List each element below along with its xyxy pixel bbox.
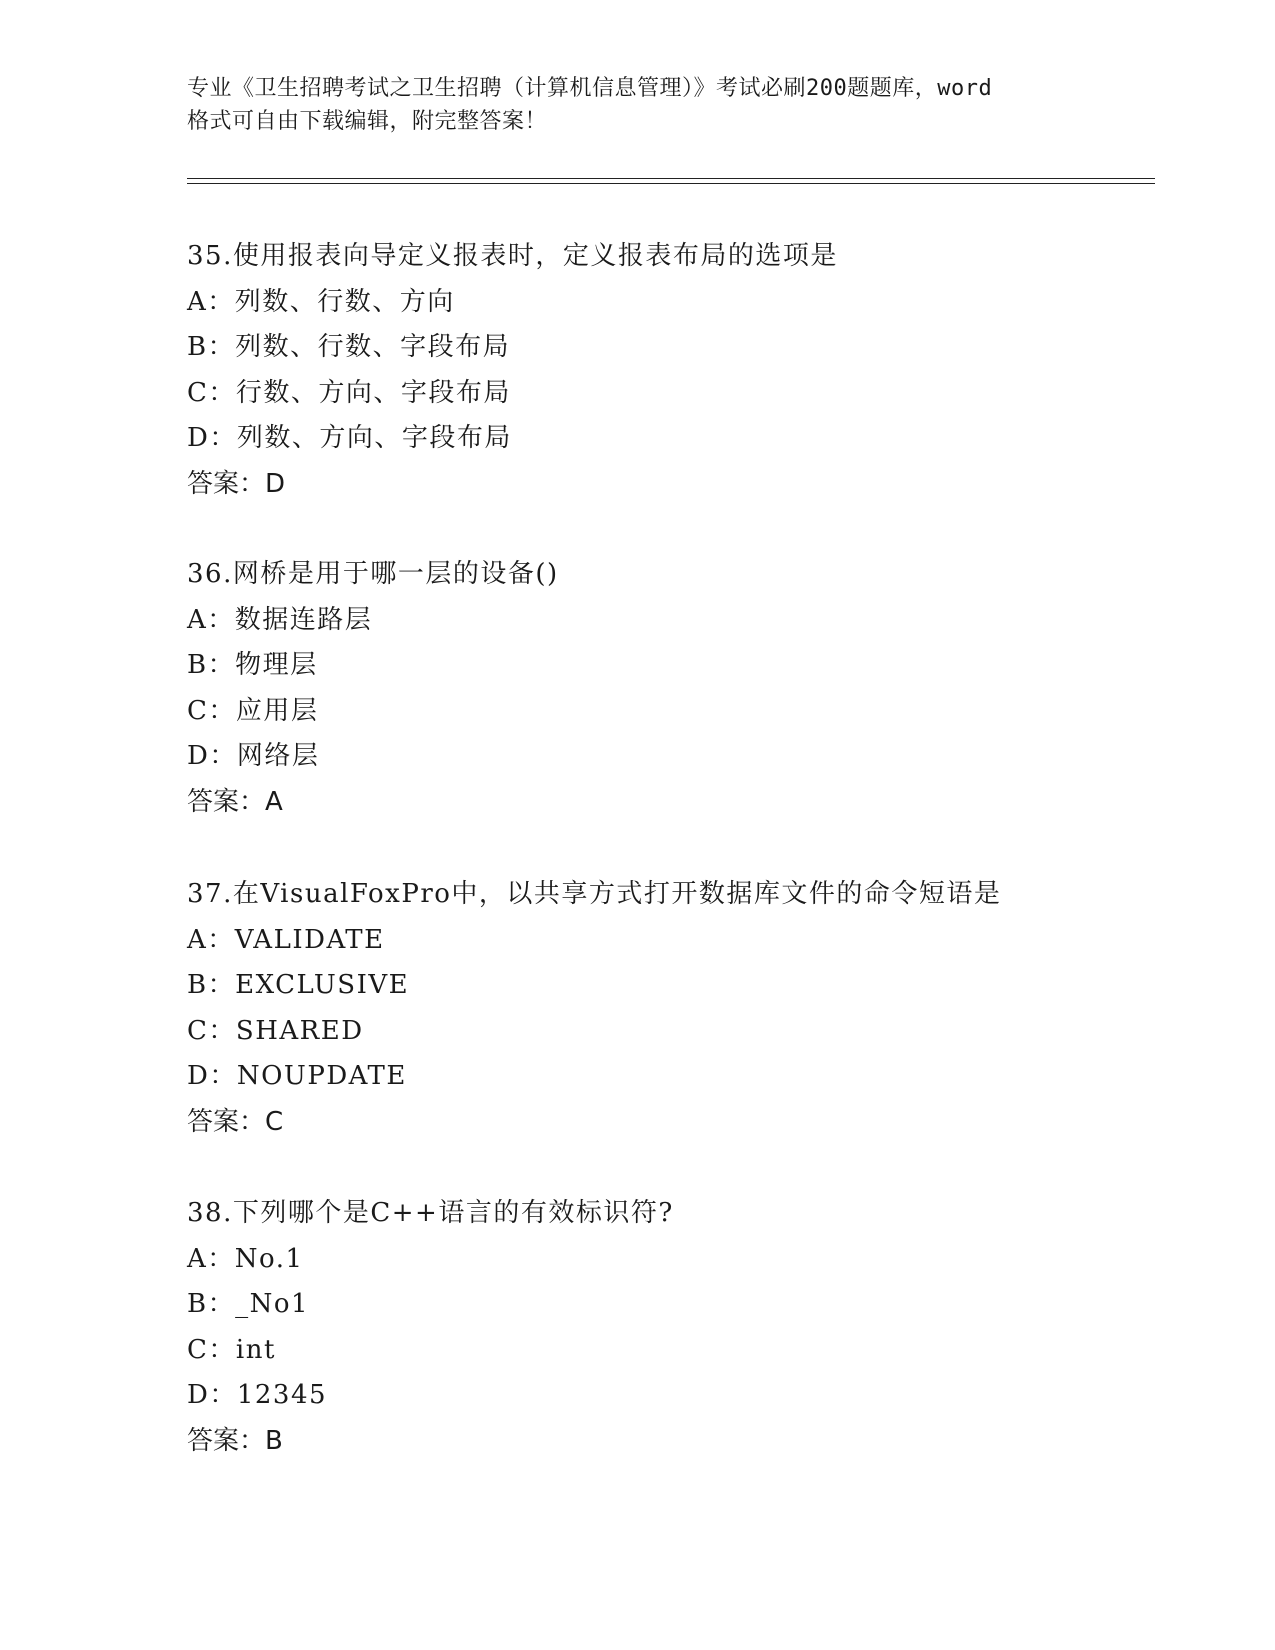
question-38 [187,1191,1187,1464]
option-a: A：No.1 [187,1243,304,1274]
answer: 答案：A [187,786,283,817]
question-title: 36.网桥是用于哪一层的设备() [187,559,559,589]
question-37 [187,872,1187,1145]
question-35 [187,234,1187,507]
option-b: B：列数、行数、字段布局 [187,332,511,362]
option-b: B：物理层 [187,650,318,680]
option-c: C：应用层 [187,695,319,726]
header-line-1: 专业《卫生招聘考试之卫生招聘（计算机信息管理）》考试必刷200题题库，word [187,76,993,101]
question-title: 37.在VisualFoxPro中，以共享方式打开数据库文件的命令短语是 [187,879,1002,909]
option-d: D：12345 [187,1380,328,1410]
header-divider-top [187,178,1155,179]
header-divider-bottom [187,183,1155,184]
question-title: 35.使用报表向导定义报表时，定义报表布局的选项是 [187,241,838,271]
option-b: B：EXCLUSIVE [187,970,410,1000]
answer: 答案：D [187,468,286,499]
option-c: C：SHARED [187,1015,364,1046]
option-a: A：数据连路层 [187,604,373,635]
header-line-2: 格式可自由下载编辑，附完整答案！ [187,109,548,134]
question-title: 38.下列哪个是C++语言的有效标识符? [187,1198,674,1228]
option-b: B：_No1 [187,1289,310,1319]
option-a: A：列数、行数、方向 [187,286,455,317]
option-c: C：行数、方向、字段布局 [187,377,511,408]
option-d: D：网络层 [187,741,320,771]
option-a: A：VALIDATE [187,924,385,955]
option-d: D：列数、方向、字段布局 [187,423,512,453]
answer: 答案：B [187,1425,283,1456]
option-c: C：int [187,1334,276,1365]
option-d: D：NOUPDATE [187,1061,407,1091]
document-header [187,72,1107,138]
question-36 [187,552,1187,825]
answer: 答案：C [187,1106,284,1137]
